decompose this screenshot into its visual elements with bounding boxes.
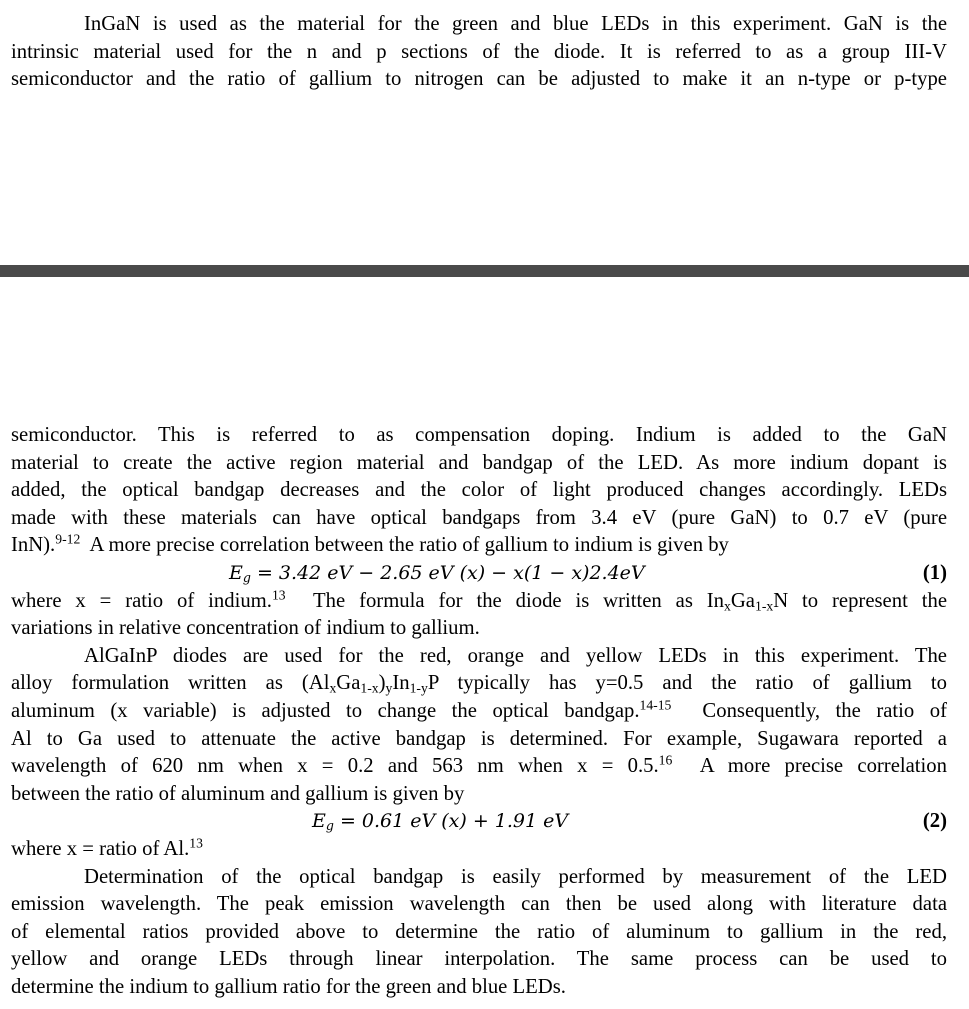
citation: 14-15 (639, 697, 672, 713)
text-line: InGaN is used as the material for the green and blue LEDs in this experiment. GaN is the (84, 13, 947, 35)
text-line: Determination of the optical bandgap is easily performed by measurement of the LED (84, 865, 947, 888)
eq-lhs-sub: g (325, 818, 334, 834)
text-line: variations in relative concentration of indium to gallium. (11, 617, 480, 640)
text-run: A more precise correlation between the ratio of gallium to indium is given by (80, 534, 729, 557)
text-line: emission wavelength. The peak emission wavelength can then be used along with literature data (11, 893, 947, 916)
text-line (11, 532, 947, 560)
text-line: yellow and orange LEDs through linear interpolation. The same process can be used to (11, 948, 947, 971)
text-run: Consequently, the ratio of (671, 699, 947, 722)
subscript: 1-x (360, 680, 379, 696)
text-line: added, the optical bandgap decreases and the color of light produced changes accordingly. LEDs (11, 479, 947, 502)
citation: 9-12 (55, 531, 81, 547)
text-run: InN). (11, 534, 56, 557)
text-run: aluminum (x variable) is adjusted to change the optical bandgap. (11, 699, 640, 722)
text-run: wavelength of 620 nm when x = 0.2 and 563 nm when x = 0.5. (11, 755, 659, 778)
citation: 13 (189, 835, 203, 851)
equation-2 (11, 808, 947, 836)
text-line (11, 670, 947, 698)
text-run: N to represent the (773, 589, 947, 612)
text-line: made with these materials can have optical bandgaps from 3.4 eV (pure GaN) to 0.7 eV (pure (11, 506, 947, 529)
subscript: 1-y (409, 680, 428, 696)
text-line: between the ratio of aluminum and gallium is given by (11, 782, 465, 805)
text-line: material to create the active region material and bandgap of the LED. As more indium dopant is (11, 451, 947, 474)
text-run: where x = ratio of indium. (11, 589, 272, 612)
citation: 16 (658, 753, 673, 768)
text-run: P typically has y=0.5 and the ratio of gallium to (427, 672, 947, 695)
text-line (11, 698, 947, 726)
text-line: AlGaInP diodes are used for the red, orange and yellow LEDs in this experiment. The (84, 644, 947, 667)
text-run: Ga (336, 672, 361, 695)
eq-lhs: E (229, 561, 243, 584)
bottom-text-block (11, 422, 947, 1001)
equation-1 (11, 560, 947, 588)
text-run: In (392, 672, 410, 695)
eq-lhs: E (312, 810, 326, 833)
text-run: ) (378, 672, 386, 695)
text-line: Al to Ga used to attenuate the active bandgap is determined. For example, Sugawara reported a (11, 727, 947, 750)
text-line: of elemental ratios provided above to determine the ratio of aluminum to gallium in the red, (11, 920, 947, 943)
text-run: alloy formulation written as (Al (11, 672, 330, 695)
text-line (11, 588, 947, 616)
text-line (11, 753, 947, 781)
text-run: where x = ratio of Al. (11, 837, 190, 860)
equation-number: (1) (922, 561, 947, 584)
text-run: The formula for the diode is written as In (285, 589, 725, 612)
citation: 13 (271, 587, 286, 603)
text-line: semiconductor. This is referred to as compensation doping. Indium is added to the GaN (11, 424, 947, 446)
subscript: x (329, 680, 337, 696)
eq-rhs: = 0.61 eV (x) + 1.91 eV (333, 810, 569, 833)
text-line (11, 836, 947, 864)
subscript: y (385, 680, 393, 696)
page-divider (0, 265, 969, 277)
text-line: intrinsic material used for the n and p sections of the diode. It is referred to as a group III-V (11, 40, 947, 63)
text-line: determine the indium to gallium ratio for the green and blue LEDs. (11, 975, 566, 998)
subscript: 1-x (754, 597, 774, 613)
text-line: semiconductor and the ratio of gallium to nitrogen can be adjusted to make it an n-type or p-type (11, 68, 947, 91)
eq-lhs-sub: g (242, 570, 251, 586)
text-run: Ga (730, 589, 755, 612)
text-run: A more precise correlation (672, 755, 947, 778)
equation-number: (2) (922, 810, 947, 833)
eq-rhs: = 3.42 eV − 2.65 eV (x) − x(1 − x)2.4eV (250, 561, 645, 584)
subscript: x (724, 597, 731, 613)
top-text-block (11, 11, 947, 94)
